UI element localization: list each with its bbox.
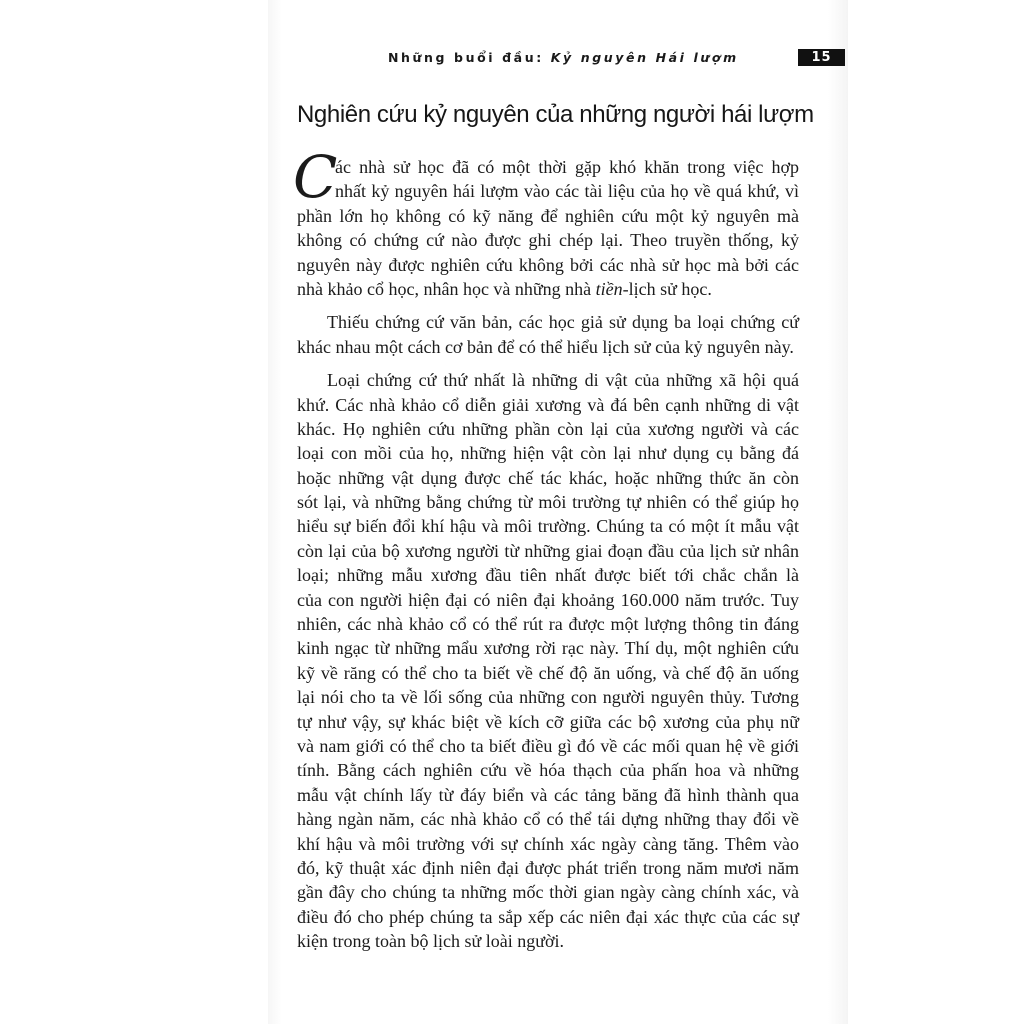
text-line: không có chứng cứ nào được ghi chép lại. Theo truyền thống, kỷ [297,230,799,251]
running-header [388,50,796,68]
text-line: tính. Bằng cách nghiên cứu về hóa thạch của phấn hoa và những [297,760,799,781]
text-line: của con người hiện đại có niên đại khoảng 160.000 năm trước. Tuy [297,589,799,610]
text-line: nhiên, các nhà khảo cổ có thể rút ra được một lượng thông tin đáng [297,614,799,635]
text-line: loại con mồi của họ, những hiện vật còn lại như dụng cụ bằng đá [297,443,799,464]
paragraph-1 [293,143,799,301]
running-header-sub: Kỷ nguyên Hái lượm [550,50,739,65]
text-line: kinh ngạc từ những mẩu xương rời rạc này. Thí dụ, một nghiên cứu [297,638,799,659]
page-number: 15 [798,49,845,66]
text-line: mẫu vật chính lấy từ đáy biển và các tảng băng đã hình thành qua [297,784,799,805]
text-line: gần đây cho chúng ta những mốc thời gian ngày càng chính xác, và [297,882,799,903]
text-line: còn lại của bộ xương người từ những giai đoạn đầu của lịch sử nhân [297,540,799,561]
text-line: Loại chứng cứ thứ nhất là những di vật của những xã hội quá [327,370,799,391]
text-line: Thiếu chứng cứ văn bản, các học giả sử dụng ba loại chứng cứ [327,312,799,333]
paragraph-3 [297,368,799,953]
text-line: khác nhau một cách cơ bản để có thể hiểu lịch sử của kỷ nguyên này. [297,336,794,357]
text-line: nguyên này được nghiên cứu không bởi các nhà sử học mà bởi các [297,254,799,275]
text-line: đó, kỹ thuật xác định niên đại được phát triển trong năm mươi năm [297,857,799,878]
text-line: khác. Họ nghiên cứu những phần còn lại của xương người và các [297,418,799,439]
text-line: lại nói cho ta về lối sống của những con người nguyên thủy. Tương [297,687,799,708]
text-line: hàng ngàn năm, các nhà khảo cổ có thể tái dựng những thay đổi về [297,809,799,830]
text-line: điều đó cho phép chúng ta sắp xếp các niên đại xác thực của các sự [297,906,799,927]
text-line: khứ. Các nhà khảo cổ diễn giải xương và đá bên cạnh những di vật [297,394,799,415]
text-fragment: nhà khảo cổ học, nhân học và những nhà [297,278,596,299]
text-line: hiểu sự biến đổi khí hậu và môi trường. Chúng ta có một ít mẫu vật [297,516,799,537]
drop-cap: C [293,143,338,211]
section-title: Nghiên cứu kỷ nguyên của những người hái lượm [297,101,814,128]
text-line: loại; những mẫu xương đầu tiên nhất được biết tới chắc chắn là [297,565,799,586]
text-line: nhất kỷ nguyên hái lượm vào các tài liệu của họ về quá khứ, vì [335,181,799,202]
text-fragment: -lịch sử học. [622,278,712,299]
running-header-main: Những buổi đầu: [388,50,544,65]
text-line: sót lại, và những bằng chứng từ môi trường tự nhiên có thể giúp họ [297,492,799,513]
text-line: khí hậu và môi trường với sự chính xác ngày càng tăng. Thêm vào [297,833,799,854]
text-line: kỹ về răng có thể cho ta biết về chế độ ăn uống, và chế độ ăn uống [297,662,799,683]
text-line: hoặc những vật dụng được chế tác khác, hoặc những thức ăn còn [297,467,799,488]
text-line: kiện trong toàn bộ lịch sử loài người. [297,931,564,952]
text-line: tự như vậy, sự khác biệt về kích cỡ giữa các bộ xương của phụ nữ [297,711,799,732]
emphasis-text: tiền [595,278,623,299]
text-line: phần lớn họ không có kỹ năng để nghiên cứu một kỷ nguyên mà [297,205,799,226]
text-line: ác nhà sử học đã có một thời gặp khó khăn trong việc hợp [335,157,799,177]
text-line [297,277,799,301]
paragraph-2 [297,310,799,359]
text-line: và nam giới có thể cho ta biết điều gì đó về các mối quan hệ về giới [297,735,799,756]
body-text [293,143,799,954]
